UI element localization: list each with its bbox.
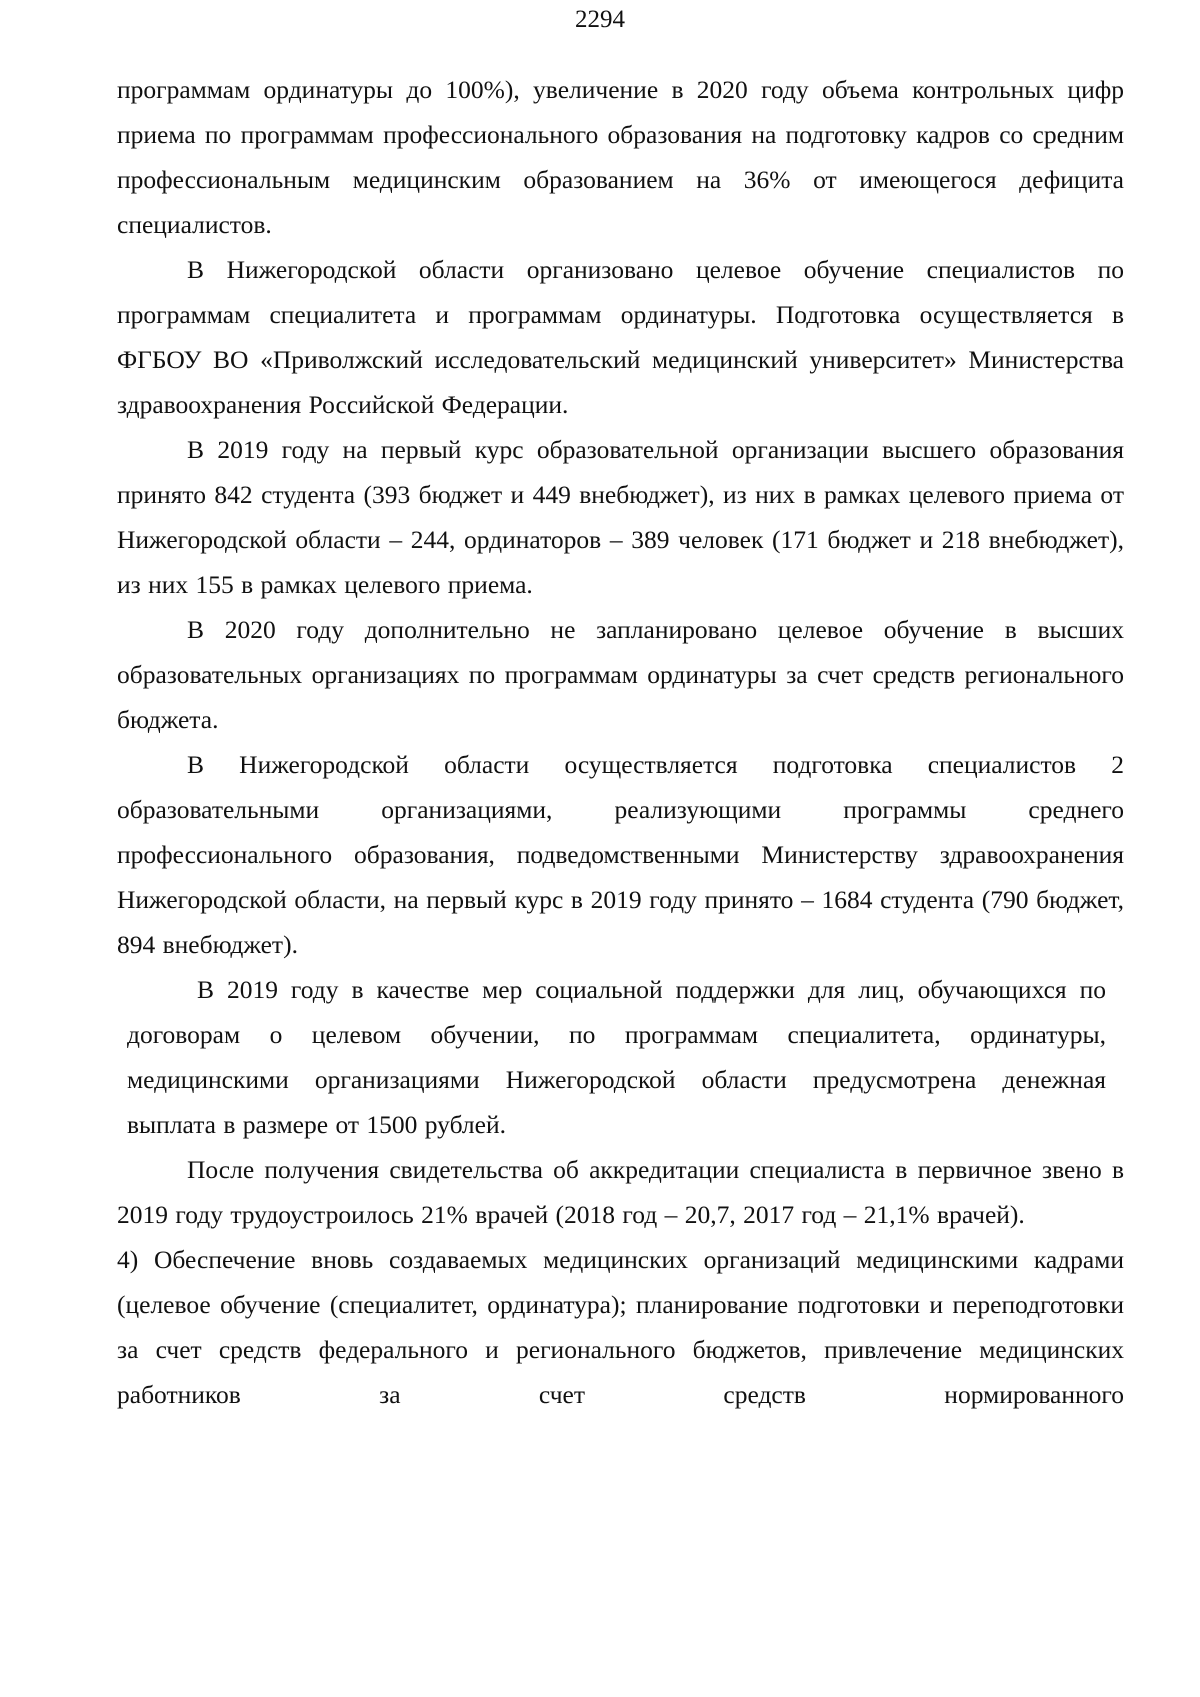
- list-item-4: 4) Обеспечение вновь создаваемых медицинских организаций медицинскими кадрами (целевое обучение (специалитет, ординатура); планирование подготовки и переподготовки за счет средств федерального и регионального бюджетов, привлечение медицинских работников за счет средств нормированного: [117, 1245, 1124, 1409]
- page-number: 2294: [575, 6, 625, 33]
- paragraph-secondary-education: В Нижегородской области осуществляется подготовка специалистов 2 образовательными организациями, реализующими программы среднего профессионального образования, подведомственными Министерству здравоохранения Нижегородской области, на первый курс в 2019 году принято – 1684 студента (790 бюджет, 894 внебюджет).: [117, 750, 1124, 959]
- paragraph-continuation: программам ординатуры до 100%), увеличение в 2020 году объема контрольных цифр приема по программам профессионального образования на подготовку кадров со средним профессиональным медицинским образованием на 36% от имеющегося дефицита специалистов.: [117, 75, 1124, 239]
- paragraph-admission-2019: В 2019 году на первый курс образовательной организации высшего образования принято 842 студента (393 бюджет и 449 внебюджет), из них в рамках целевого приема от Нижегородской области – 244, ординаторов – 389 человек (171 бюджет и 218 внебюджет), из них 155 в рамках целевого приема.: [117, 435, 1124, 599]
- paragraph-social-support: В 2019 году в качестве мер социальной поддержки для лиц, обучающихся по договорам о целевом обучении, по программам специалитета, ординатуры, медицинскими организациями Нижегородской области предусмотрена денежная выплата в размере от 1500 рублей.: [127, 975, 1106, 1139]
- document-body: [117, 67, 1124, 1417]
- paragraph-targeted-training: В Нижегородской области организовано целевое обучение специалистов по программам специалитета и программам ординатуры. Подготовка осуществляется в ФГБОУ ВО «Приволжский исследовательский медицинский университет» Министерства здравоохранения Российской Федерации.: [117, 255, 1124, 419]
- paragraph-employment: После получения свидетельства об аккредитации специалиста в первичное звено в 2019 году трудоустроилось 21% врачей (2018 год – 20,7, 2017 год – 21,1% врачей).: [117, 1155, 1124, 1229]
- paragraph-plan-2020: В 2020 году дополнительно не запланировано целевое обучение в высших образовательных организациях по программам ординатуры за счет средств регионального бюджета.: [117, 615, 1124, 734]
